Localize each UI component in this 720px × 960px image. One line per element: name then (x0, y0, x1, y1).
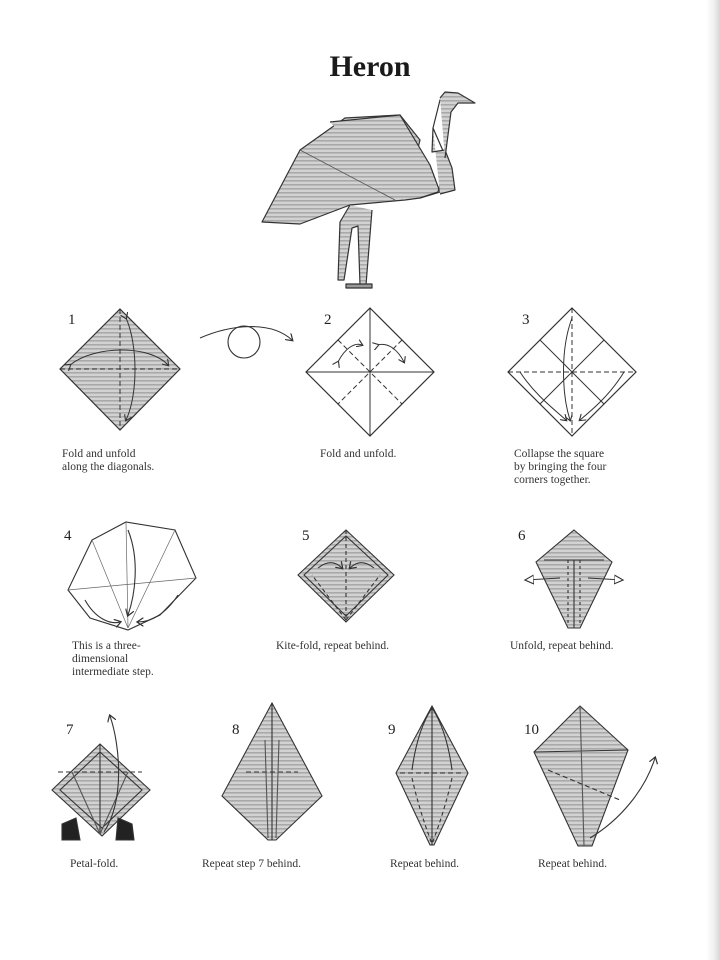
step-6-caption: Unfold, repeat behind. (510, 640, 614, 652)
step-9-caption: Repeat behind. (390, 858, 459, 870)
step-9-number: 9 (388, 722, 396, 738)
step-7-caption: Petal-fold. (70, 858, 119, 870)
step-10-number: 10 (524, 722, 539, 738)
step-4-number: 4 (64, 528, 72, 544)
step-5-number: 5 (302, 528, 310, 544)
step-9-diagram (396, 706, 468, 845)
step-3-caption: Collapse the square by bringing the four corners together. (514, 448, 607, 486)
step-8-caption: Repeat step 7 behind. (202, 858, 302, 870)
step-2-number: 2 (324, 312, 332, 328)
step-1-caption: Fold and unfold along the diagonals. (62, 448, 155, 473)
step-3-number: 3 (522, 312, 530, 328)
page-title: Heron (329, 50, 411, 83)
step-5-caption: Kite-fold, repeat behind. (276, 640, 390, 652)
step-5-diagram (298, 530, 394, 622)
turn-over-arrow (200, 326, 292, 358)
step-8-number: 8 (232, 722, 240, 738)
step-2-caption: Fold and unfold. (320, 448, 397, 460)
step-6-diagram (526, 530, 622, 628)
step-4-caption: This is a three- dimensional intermediate step. (72, 640, 154, 678)
step-6-number: 6 (518, 528, 526, 544)
heron-illustration (262, 92, 475, 288)
step-7-number: 7 (66, 722, 74, 738)
step-1-number: 1 (68, 312, 76, 328)
step-10-diagram (534, 706, 655, 846)
step-10-caption: Repeat behind. (538, 858, 607, 870)
step-4-diagram (68, 522, 196, 630)
step-1-diagram (60, 309, 180, 430)
